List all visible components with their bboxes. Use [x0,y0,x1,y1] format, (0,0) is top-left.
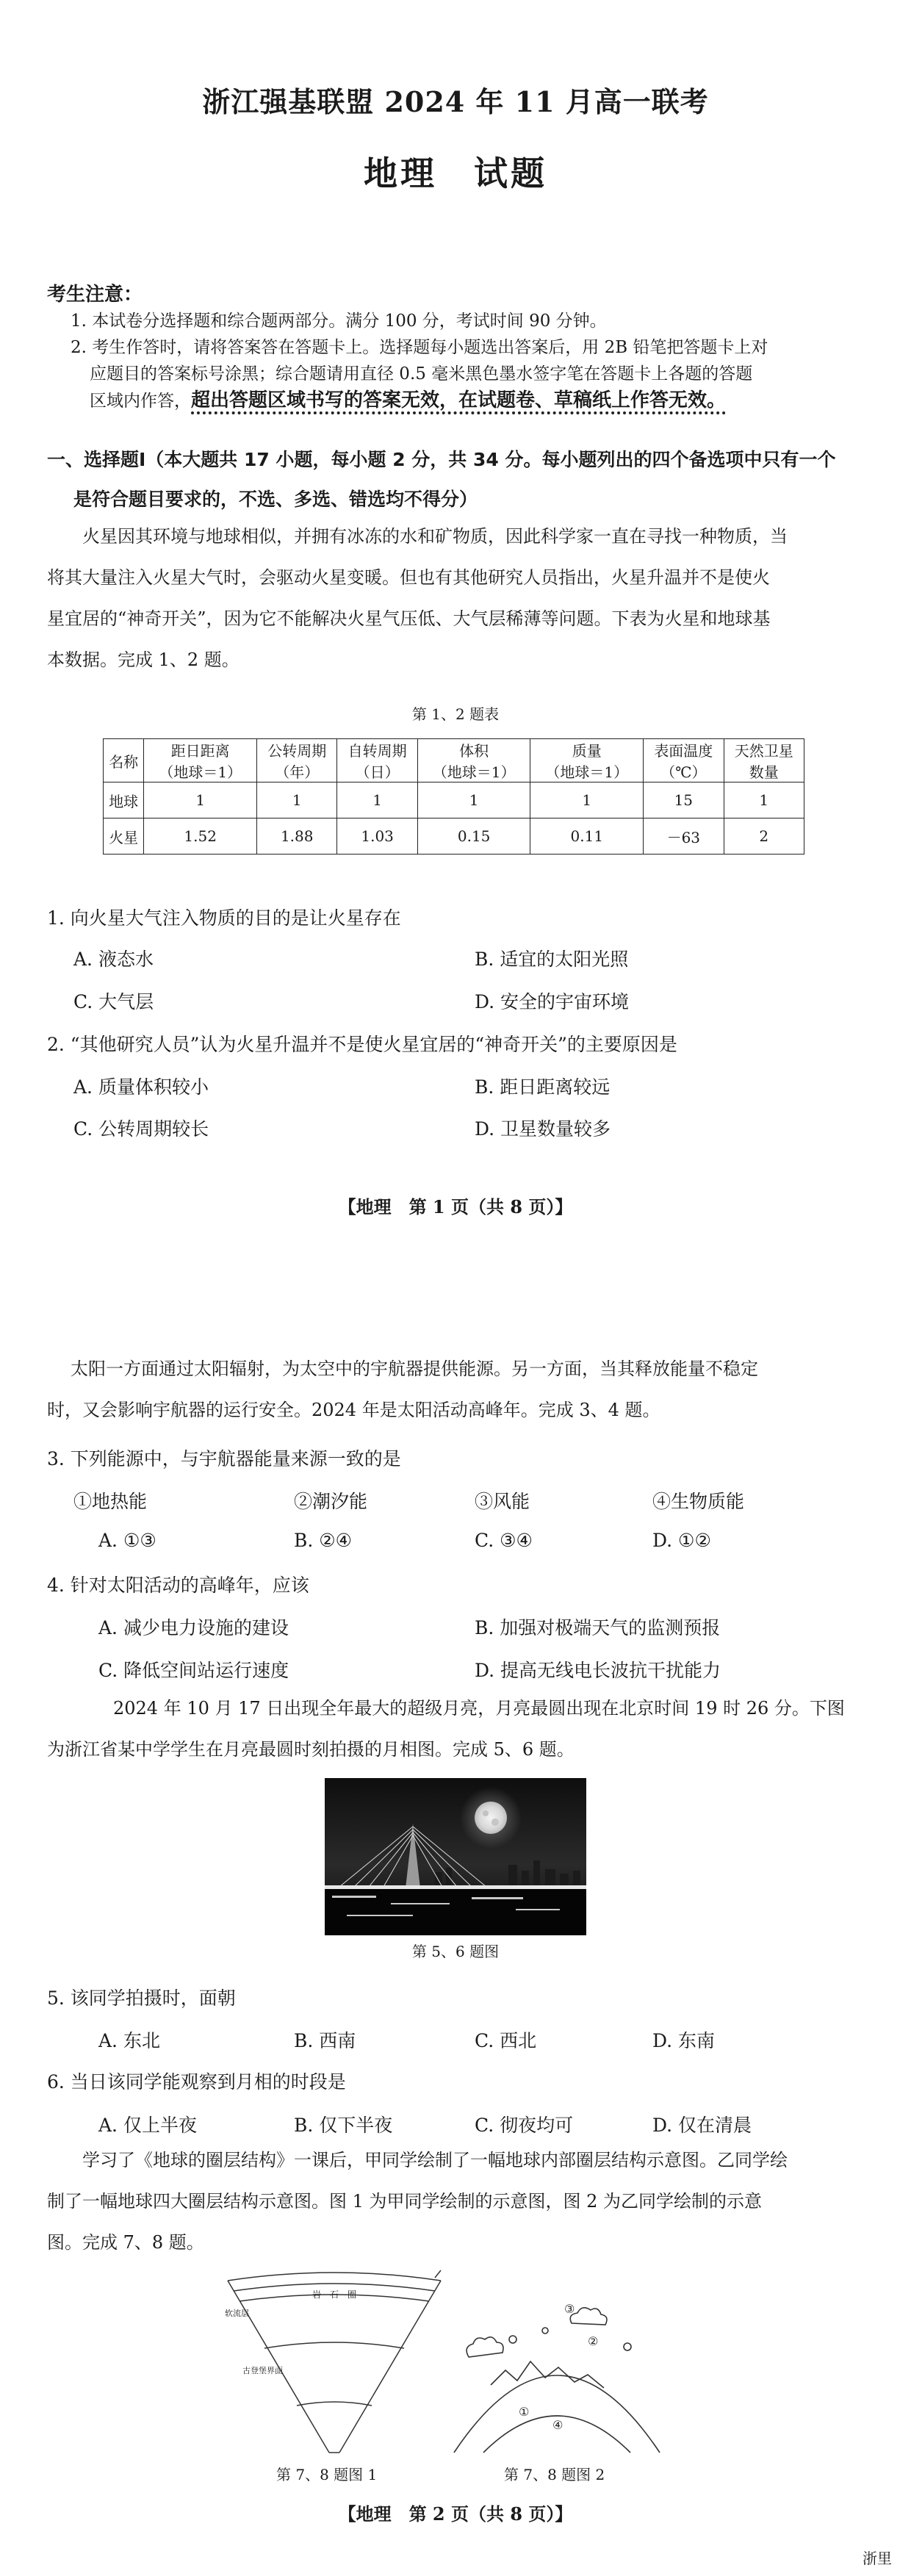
q3-choice-1: ①地热能 [73,1491,148,1512]
passage-2-line: 时，又会影响宇航器的运行安全。2024 年是太阳活动高峰年。完成 3、4 题。 [47,1400,660,1420]
fig2-label-2: ② [588,2334,599,2348]
note-item-1: 1. 本试卷分选择题和综合题两部分。满分 100 分，考试时间 90 分钟。 [71,312,607,331]
passage-2-line: 太阳一方面通过太阳辐射，为太空中的宇航器提供能源。另一方面，当其释放能量不稳定 [71,1359,758,1379]
q2-option-c[interactable]: C. 公转周期较长 [73,1118,209,1140]
q3-option-a[interactable]: A. ①③ [98,1530,156,1551]
section-heading-1: 一、选择题Ⅰ（本大题共 17 小题，每小题 2 分，共 34 分。每小题列出的四个备选项中只有一个 [47,449,836,470]
q3-option-d[interactable]: D. ①② [652,1530,711,1551]
notes-heading: 考生注意： [47,284,143,306]
fig2-label-3: ③ [564,2302,575,2316]
planet-data-table [103,738,804,855]
q1-option-a[interactable]: A. 液态水 [73,949,154,970]
section-heading-2: 是符合题目要求的，不选、多选、错选均不得分） [73,489,478,510]
q2-option-d[interactable]: D. 卫星数量较多 [475,1118,611,1140]
table-header-row [104,739,804,782]
q5-stem: 5. 该同学拍摄时，面朝 [47,1987,236,2009]
table-cell: 1 [337,782,417,819]
passage-3-line: 为浙江省某中学学生在月亮最圆时刻拍摄的月相图。完成 5、6 题。 [47,1739,575,1760]
table-header-cell: 自转周期 （日） [337,739,417,782]
passage-1 [47,516,863,680]
table-cell: 2 [724,819,804,855]
passage-4-line: 图。完成 7、8 题。 [47,2232,204,2253]
moon-photo-illustration [325,1778,586,1935]
passage-4-line: 学习了《地球的圈层结构》一课后，甲同学绘制了一幅地球内部圈层结构示意图。乙同学绘 [82,2150,788,2170]
q3-stem: 3. 下列能源中，与宇航器能量来源一致的是 [47,1448,401,1469]
q6-option-b[interactable]: B. 仅下半夜 [294,2115,393,2136]
subject-title: 地理 试题 [364,154,547,193]
figure-2-four-spheres [447,2269,667,2460]
table-cell: 1 [724,782,804,819]
table-row [104,819,804,855]
q6-option-d[interactable]: D. 仅在清晨 [652,2115,752,2136]
passage-3-line: 2024 年 10 月 17 日出现全年最大的超级月亮，月亮最圆出现在北京时间 19 时 26 分。下图 [113,1698,845,1719]
moon-bridge-photo [325,1778,586,1935]
q1-option-c[interactable]: C. 大气层 [73,991,154,1012]
q5-option-b[interactable]: B. 西南 [294,2030,356,2051]
passage-1-line: 本数据。完成 1、2 题。 [47,650,240,670]
q3-choice-4: ④生物质能 [652,1491,745,1512]
table-cell: 1 [530,782,644,819]
table-cell: 15 [644,782,724,819]
table-header-cell: 名称 [104,739,144,782]
page-footer-1: 【地理 第 1 页（共 8 页）】 [338,1196,573,1217]
q5-option-c[interactable]: C. 西北 [475,2030,537,2051]
passage-4-line: 制了一幅地球四大圈层结构示意图。图 1 为甲同学绘制的示意图，图 2 为乙同学绘制的示意 [47,2191,763,2212]
table-row [104,782,804,819]
table-cell: 1 [417,782,530,819]
figure-1-caption: 第 7、8 题图 1 [276,2466,378,2483]
q6-option-c[interactable]: C. 彻夜均可 [475,2115,574,2136]
passage-2 [47,1348,863,1431]
note-item-2-tail: 区域内作答， [90,392,191,411]
q6-option-a[interactable]: A. 仅上半夜 [98,2115,197,2136]
table-cell: 1.52 [144,819,257,855]
passage-4 [47,2140,863,2263]
q2-option-b[interactable]: B. 距日距离较远 [475,1076,611,1098]
table-header-cell: 质量 （地球＝1） [530,739,644,782]
table-header-cell: 体积 （地球＝1） [417,739,530,782]
table-header-cell: 距日距离 （地球＝1） [144,739,257,782]
fig1-label-top: 岩 石 圈 [312,2289,357,2300]
table-caption: 第 1、2 题表 [411,705,500,723]
exam-title: 浙江强基联盟 2024 年 11 月高一联考 [202,85,709,118]
q4-option-a[interactable]: A. 减少电力设施的建设 [98,1617,289,1638]
note-item-2-cont: 应题目的答案标号涂黑；综合题请用直径 0.5 毫米黑色墨水签字笔在答题卡上各题的答题 [90,364,753,384]
passage-3 [47,1688,863,1770]
q3-choice-2: ②潮汐能 [294,1491,368,1512]
q1-option-b[interactable]: B. 适宜的太阳光照 [475,949,629,970]
q5-option-d[interactable]: D. 东南 [652,2030,716,2051]
table-cell: 1 [144,782,257,819]
fig2-label-1: ① [519,2405,530,2419]
note-item-2-end [47,387,768,414]
q1-option-d[interactable]: D. 安全的宇宙环境 [475,991,630,1012]
passage-1-line: 星宜居的“神奇开关”，因为它不能解决火星气压低、大气层稀薄等问题。下表为火星和地球基 [47,608,771,629]
table-cell: 火星 [104,819,144,855]
note-item-2: 2. 考生作答时，请将答案答在答题卡上。选择题每小题选出答案后，用 2B 铅笔把答题卡上对 [71,338,768,357]
table-cell: 1.03 [337,819,417,855]
q4-option-c[interactable]: C. 降低空间站运行速度 [98,1660,289,1681]
q5-option-a[interactable]: A. 东北 [98,2030,160,2051]
table-cell: 1 [257,782,337,819]
table-header-cell: 表面温度 （℃） [644,739,724,782]
table-cell: 1.88 [257,819,337,855]
q6-stem: 6. 当日该同学能观察到月相的时段是 [47,2071,346,2093]
moon [475,1802,507,1834]
passage-1-line: 火星因其环境与地球相似，并拥有冰冻的水和矿物质，因此科学家一直在寻找一种物质，当 [82,526,788,547]
q4-option-b[interactable]: B. 加强对极端天气的监测预报 [475,1617,721,1638]
q4-stem: 4. 针对太阳活动的高峰年，应该 [47,1575,309,1596]
fig2-label-4: ④ [552,2418,563,2432]
table-header-cell: 天然卫星 数量 [724,739,804,782]
notes-block [47,279,768,414]
q3-choice-3: ③风能 [475,1491,530,1512]
figure-1-interior-structure [220,2269,455,2460]
q4-option-d[interactable]: D. 提高无线电长波抗干扰能力 [475,1660,721,1681]
page-footer-2: 【地理 第 2 页（共 8 页）】 [338,2503,573,2525]
table-cell: 0.15 [417,819,530,855]
table-cell: 地球 [104,782,144,819]
q2-option-a[interactable]: A. 质量体积较小 [73,1076,209,1098]
passage-1-line: 将其大量注入火星大气时，会驱动火星变暖。但也有其他研究人员指出，火星升温并不是使火 [47,567,770,588]
note-warning: 超出答题区域书写的答案无效，在试题卷、草稿纸上作答无效。 [191,389,726,414]
figure-2-caption: 第 7、8 题图 2 [504,2466,605,2483]
q1-stem: 1. 向火星大气注入物质的目的是让火星存在 [47,907,401,929]
q2-stem: 2. “其他研究人员”认为火星升温并不是使火星宜居的“神奇开关”的主要原因是 [47,1034,677,1055]
table-cell: 0.11 [530,819,644,855]
photo-caption: 第 5、6 题图 [411,1943,500,1960]
table-header-cell: 公转周期 （年） [257,739,337,782]
table-cell: －63 [644,819,724,855]
fig1-label-left2: 古登堡界面 [242,2366,283,2375]
q3-option-b[interactable]: B. ②④ [294,1530,353,1551]
corner-watermark: 浙里 [863,2550,892,2567]
fig1-label-left1: 软流层 [225,2309,249,2318]
q3-option-c[interactable]: C. ③④ [475,1530,533,1551]
